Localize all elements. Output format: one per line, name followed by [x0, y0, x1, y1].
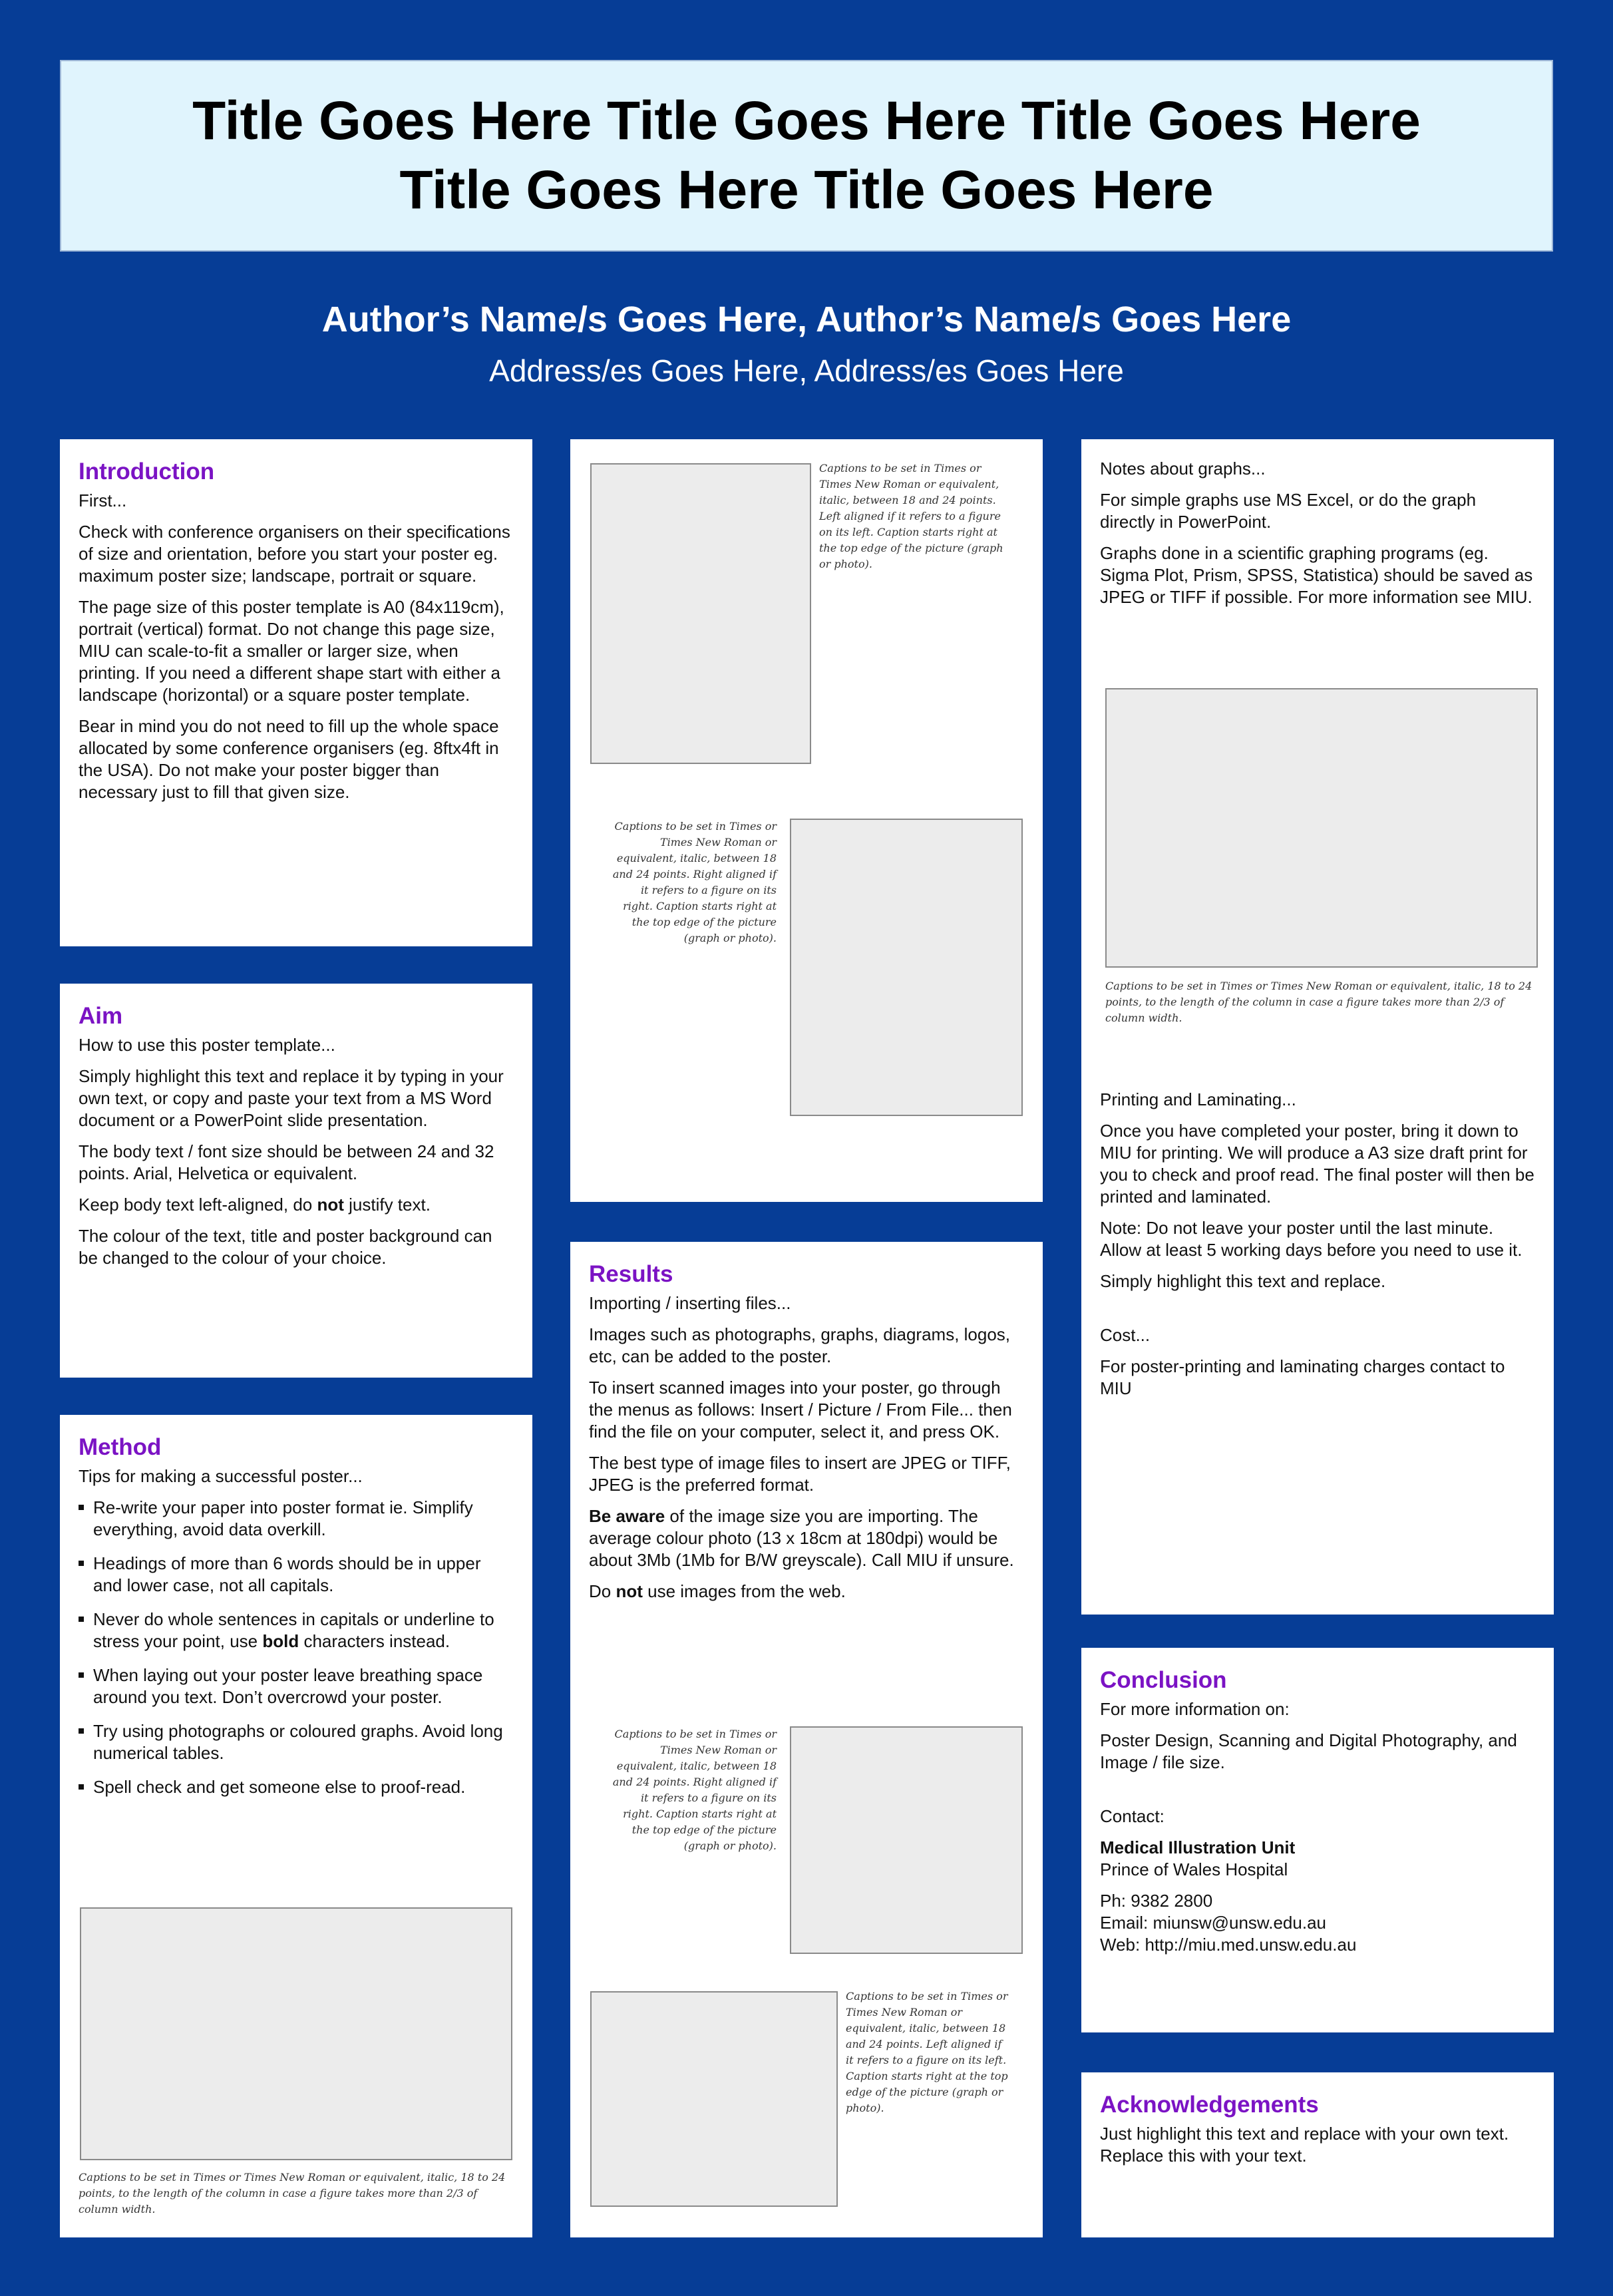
method-text: Tips for making a successful poster... — [79, 1466, 363, 1486]
graphs-text: Notes about graphs... — [1100, 459, 1266, 478]
introduction-text: First... — [79, 490, 127, 510]
aim-text-part: justify text. — [343, 1195, 431, 1215]
contact-email[interactable]: Email: miunsw@unsw.edu.au — [1100, 1913, 1326, 1933]
method-bullet — [79, 1609, 514, 1652]
introduction-panel — [60, 439, 532, 946]
contact-phone: Ph: 9382 2800 — [1100, 1891, 1213, 1911]
results-text-part: use images from the web. — [642, 1581, 846, 1601]
contact-hospital: Prince of Wales Hospital — [1100, 1859, 1288, 1879]
aim-panel — [60, 984, 532, 1378]
results-text: The best type of image files to insert are JPEG or TIFF, JPEG is the preferred format. — [589, 1453, 1011, 1495]
conclusion-text: Poster Design, Scanning and Digital Photography, and Image / file size. — [1100, 1730, 1517, 1772]
graph-figure-placeholder — [1105, 688, 1538, 968]
results-figure-placeholder-1 — [790, 1726, 1023, 1954]
method-bullet: When laying out your poster leave breathing space around you text. Don’t overcrowd your poster. — [79, 1664, 514, 1708]
results-text: To insert scanned images into your poster, go through the menus as follows: Insert / Picture / From File... then find the file on your computer, select it, and press OK. — [589, 1378, 1012, 1441]
method-bullet: Re-write your paper into poster format ie. Simplify everything, avoid data overkill. — [79, 1497, 514, 1541]
graphs-notes-panel — [1081, 439, 1554, 1615]
method-bullet-part: Never do whole sentences in capitals or underline to stress your point, use — [93, 1609, 494, 1651]
title-line-1: Title Goes Here Title Goes Here Title Goes Here — [192, 91, 1421, 151]
method-figure-caption: Captions to be set in Times or Times New Roman or equivalent, italic, 18 to 24 points, to the length of the column in case a figure takes more than 2/3 of column width. — [79, 2171, 506, 2215]
results-text-bold: Be aware — [589, 1506, 665, 1526]
contact-web[interactable]: Web: http://miu.med.unsw.edu.au — [1100, 1935, 1357, 1955]
contact-org: Medical Illustration Unit — [1100, 1837, 1296, 1857]
contact-details — [1100, 1890, 1535, 1956]
acknowledgements-heading: Acknowledgements — [1100, 2092, 1319, 2118]
contact-label: Contact: — [1100, 1806, 1165, 1826]
results-panel — [570, 1242, 1043, 2237]
figure-placeholder-2 — [790, 819, 1023, 1116]
printing-text: Simply highlight this text and replace. — [1100, 1271, 1386, 1291]
results-text-part: Do — [589, 1581, 616, 1601]
aim-text — [79, 1194, 514, 1216]
method-figure-placeholder — [80, 1907, 512, 2160]
method-bullet-part: characters instead. — [299, 1631, 450, 1651]
results-caption-2: Captions to be set in Times or Times New Roman or equivalent, italic, between 18 and 24 points. Left aligned if it refers to a figure on its left. Caption starts right at the top edge of the picture (graph or photo). — [846, 1990, 1008, 2114]
method-panel — [60, 1415, 532, 2237]
method-bullet: Try using photographs or coloured graphs. Avoid long numerical tables. — [79, 1720, 514, 1764]
aim-text-part: Keep body text left-aligned, do — [79, 1195, 317, 1215]
introduction-text: Bear in mind you do not need to fill up the whole space allocated by some conference organisers (eg. 8ftx4ft in the USA). Do not make your poster bigger than necessary just to fill that given size. — [79, 716, 499, 802]
figure-caption-1: Captions to be set in Times or Times New Roman or equivalent, italic, between 18 and 24 points. Left aligned if it refers to a figure on its left. Caption starts right at the top edge of the picture (graph or photo). — [819, 462, 1003, 570]
aim-text: The colour of the text, title and poster background can be changed to the colour of your choice. — [79, 1226, 492, 1268]
conclusion-panel — [1081, 1648, 1554, 2032]
figure-caption-2: Captions to be set in Times or Times New Roman or equivalent, italic, between 18 and 24 points. Right aligned if it refers to a figure on its right. Caption starts right at the top edge of the picture (graph or photo). — [612, 820, 777, 944]
results-figure-placeholder-2 — [590, 1991, 838, 2207]
acknowledgements-text: Just highlight this text and replace with your own text. Replace this with your text. — [1100, 2124, 1509, 2166]
graphs-text: Graphs done in a scientific graphing programs (eg. Sigma Plot, Prism, SPSS, Statistica) should be saved as JPEG or TIFF if possible. For more information see MIU. — [1100, 543, 1533, 607]
method-heading: Method — [79, 1434, 162, 1460]
introduction-text: Check with conference organisers on their specifications of size and orientation, before you start your poster eg. maximum poster size; landscape, portrait or square. — [79, 522, 510, 586]
introduction-text: The page size of this poster template is A0 (84x119cm), portrait (vertical) format. Do not change this page size, MIU can scale-to-fit a smaller or larger size, when printing. If you need a different shape start with either a landscape (horizontal) or a square poster template. — [79, 597, 504, 705]
conclusion-heading: Conclusion — [1100, 1667, 1227, 1693]
aim-text: Simply highlight this text and replace it by typing in your own text, or copy and paste your text from a MS Word document or a PowerPoint slide presentation. — [79, 1066, 504, 1130]
figures-panel — [570, 439, 1043, 1202]
aim-text: How to use this poster template... — [79, 1035, 335, 1055]
method-bullet: Headings of more than 6 words should be in upper and lower case, not all capitals. — [79, 1553, 514, 1597]
title-line-2: Title Goes Here Title Goes Here — [399, 160, 1214, 220]
results-text-part: of the image size you are importing. The average colour photo (13 x 18cm at 180dpi) would be about 3Mb (1Mb for B/W greyscale). Call MIU if unsure. — [589, 1506, 1014, 1570]
cost-text: For poster-printing and laminating charges contact to MIU — [1100, 1356, 1505, 1398]
cost-text: Cost... — [1100, 1325, 1151, 1345]
aim-heading: Aim — [79, 1003, 123, 1029]
aim-text: The body text / font size should be between 24 and 32 points. Arial, Helvetica or equivalent. — [79, 1141, 494, 1183]
contact-block — [1100, 1837, 1535, 1881]
address: Address/es Goes Here, Address/es Goes Here — [489, 353, 1124, 388]
graphs-text: For simple graphs use MS Excel, or do the graph directly in PowerPoint. — [1100, 490, 1477, 532]
printing-text: Note: Do not leave your poster until the last minute. Allow at least 5 working days before you need to use it. — [1100, 1218, 1523, 1260]
printing-text: Once you have completed your poster, bring it down to MIU for printing. We will produce a A3 size draft print for you to check and proof read. The final poster will then be printed and laminated. — [1100, 1121, 1534, 1207]
introduction-heading: Introduction — [79, 459, 215, 484]
figure-placeholder-1 — [590, 463, 811, 764]
results-caption-1: Captions to be set in Times or Times New Roman or equivalent, italic, between 18 and 24 points. Right aligned if it refers to a figure on its right. Caption starts right at the top edge of the picture (graph or photo). — [612, 1728, 777, 1852]
results-heading: Results — [589, 1261, 673, 1287]
acknowledgements-panel — [1081, 2072, 1554, 2237]
results-text — [589, 1505, 1024, 1571]
graph-figure-caption: Captions to be set in Times or Times New Roman or equivalent, italic, 18 to 24 points, to the length of the column in case a figure takes more than 2/3 of column width. — [1105, 980, 1532, 1024]
authors: Author’s Name/s Goes Here, Author’s Name/s Goes Here — [321, 299, 1292, 339]
aim-text-bold: not — [317, 1195, 344, 1215]
method-bullet-bold: bold — [262, 1631, 299, 1651]
printing-text: Printing and Laminating... — [1100, 1089, 1296, 1109]
method-bullet-list — [79, 1497, 514, 1798]
results-text-bold: not — [616, 1581, 643, 1601]
method-bullet: Spell check and get someone else to proof-read. — [79, 1776, 514, 1798]
results-text — [589, 1581, 1024, 1603]
results-text: Importing / inserting files... — [589, 1293, 791, 1313]
conclusion-text: For more information on: — [1100, 1699, 1290, 1719]
title-box — [60, 60, 1553, 252]
results-text: Images such as photographs, graphs, diagrams, logos, etc, can be added to the poster. — [589, 1324, 1011, 1366]
